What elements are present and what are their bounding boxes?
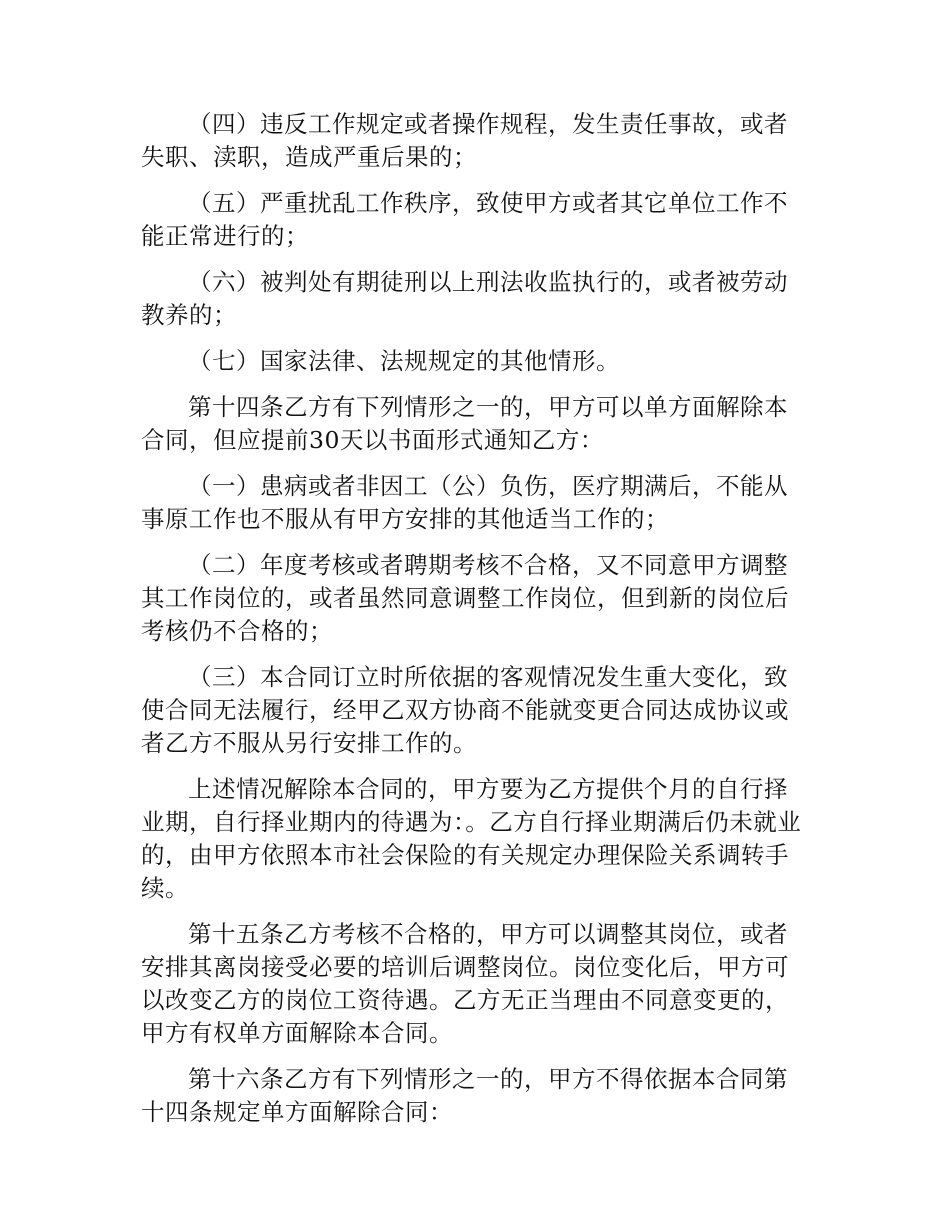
article-14-item-3: （三）本合同订立时所依据的客观情况发生重大变化，致使合同无法履行，经甲乙双方协商不能就变更合同达成协议或者乙方不服从另行安排工作的。 [141, 663, 789, 757]
document-body [141, 108, 811, 1142]
clause-item-4: （四）违反工作规定或者操作规程，发生责任事故，或者失职、渎职，造成严重后果的； [141, 110, 788, 171]
article-14-item-2: （二）年度考核或者聘期考核不合格，又不同意甲方调整其工作岗位的，或者虽然同意调整工作岗位，但到新的岗位后考核仍不合格的； [141, 551, 789, 645]
clause-item-5: （五）严重扰乱工作秩序，致使甲方或者其它单位工作不能正常进行的； [141, 189, 788, 250]
clause-item-7: （七）国家法律、法规规定的其他情形。 [188, 347, 620, 375]
self-employment-period-paragraph: 上述情况解除本合同的，甲方要为乙方提供个月的自行择业期，自行择业期内的待遇为：。乙方自行择业期满后仍未就业的，由甲方依照本市社会保险的有关规定办理保险关系调转手续。 [141, 775, 802, 902]
clause-item-6: （六）被判处有期徒刑以上刑法收监执行的，或者被劳动教养的； [141, 268, 788, 329]
article-15: 第十五条乙方考核不合格的，甲方可以调整其岗位，或者安排其离岗接受必要的培训后调整岗位。岗位变化后，甲方可以改变乙方的岗位工资待遇。乙方无正当理由不同意变更的，甲方有权单方面解除本合同。 [141, 920, 789, 1047]
article-14-item-1: （一）患病或者非因工（公）负伤，医疗期满后，不能从事原工作也不服从有甲方安排的其他适当工作的； [141, 472, 788, 533]
article-16: 第十六条乙方有下列情形之一的，甲方不得依据本合同第十四条规定单方面解除合同： [141, 1065, 788, 1126]
article-14: 第十四条乙方有下列情形之一的，甲方可以单方面解除本合同，但应提前30天以书面形式通知乙方： [141, 393, 788, 454]
